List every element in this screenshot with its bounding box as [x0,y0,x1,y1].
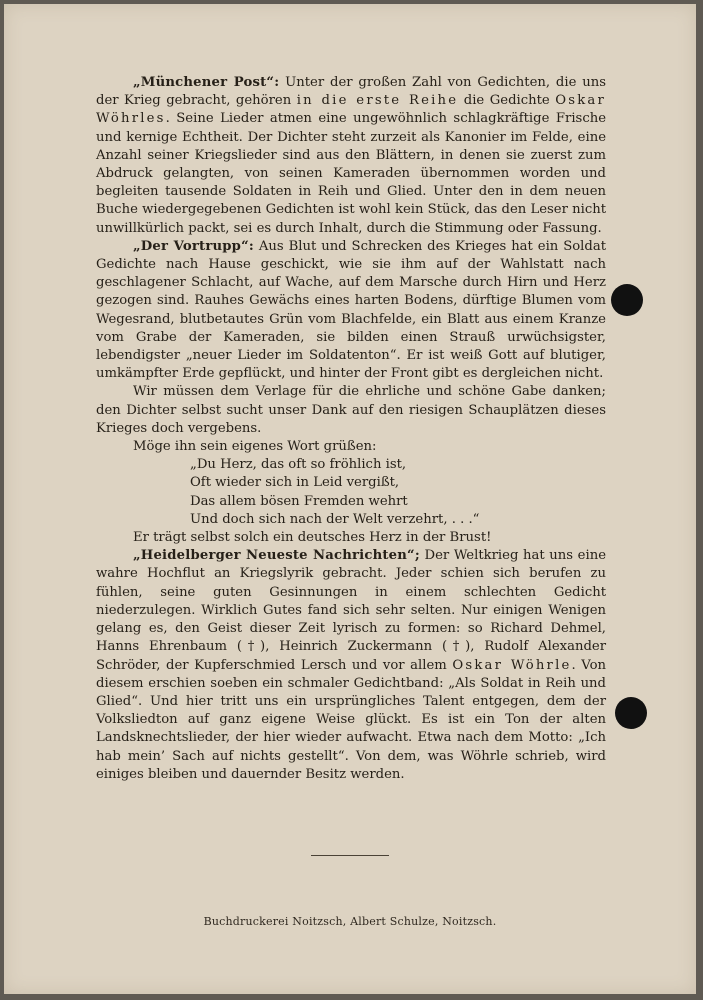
review-text: Unter der großen Zahl von Gedichten, die uns der Krieg gebracht, gehören [96,75,606,109]
punch-hole [611,284,643,316]
poem-intro: Möge ihn sein eigenes Wort grüßen: [133,439,377,455]
review-text: . Von diesem erschien soeben ein schmaler Gedichtband: „Als Soldat in Reih und Glied“. Und hier tritt uns ein ursprüngliches Talent entgegen, dem der Volksliedton auf ganz eigene Weise glückt. Es ist ein Ton der alten Landsknechtslieder, der hier wieder aufwacht. Etwa nach dem Motto: „Ich hab mein’ Sach auf nichts gestellt“. Von dem, was Wöhrle schrieb, wird einiges bleiben und dauernder Besitz werden. [96,657,607,782]
source-name: „Heidelberger Neueste Nachrichten“; [133,548,420,564]
source-name: „Der Vortrupp“: [133,238,254,254]
author-name: Oskar Wöhrles [96,93,606,127]
poem-line: Das allem bösen Fremden wehrt [190,493,408,509]
divider [311,855,389,856]
poem-line: Und doch sich nach der Welt verzehrt, . . .“ [190,511,480,527]
punch-hole [615,697,647,729]
review-heidelberger-nachrichten [96,547,606,784]
review-text: die Gedichte [458,93,556,109]
review-text: Der Weltkrieg hat uns eine wahre Hochflut an Kriegslyrik gebracht. Jeder schien sich berufen zu fühlen, seine guten Gesinnungen in einem schlechten Gedicht niederzulegen. Wirklich Gutes fand sich sehr selten. Nur einigen Wenigen gelang es, den Geist dieser Zeit lyrisch zu formen: so Richard Dehmel, Hanns Ehrenbaum (†), Heinrich Zuckermann (†), Rudolf Alexander Schröder, der Kupferschmied Lersch und vor allem [96,548,606,673]
printer-imprint: Buchdruckerei Noitzsch, Albert Schulze, Noitzsch. [203,915,497,928]
poem-line: Oft wieder sich in Leid vergißt, [190,475,400,491]
review-paragraph: Wir müssen dem Verlage für die ehrliche und schöne Gabe danken; den Dichter selbst sucht unser Dank auf den riesigen Schauplätzen dieses Krieges doch vergebens. [96,384,606,436]
document-page [4,4,696,994]
source-name: „Münchener Post“: [133,75,280,90]
review-closing: Er trägt selbst solch ein deutsches Herz in der Brust! [133,530,492,546]
review-der-vortrupp [96,238,606,384]
review-text: . Seine Lieder atmen eine ungewöhnlich schlagkräftige Frische und kernige Echtheit. Der Dichter steht zurzeit als Kanonier im Felde, eine Anzahl seiner Kriegslieder sind aus den Blättern, in denen sie zuerst zum Abdruck gelangten, von seinen Kameraden übernommen worden und begleiten tausende Soldaten in Reih und Glied. Unter den in dem neuen Buche wiedergegebenen Gedichten ist wohl kein Stück, das den Leser nicht unwillkürlich packt, sei es durch Inhalt, durch die Stimmung oder Fassung. [96,111,606,236]
review-text-block [96,74,606,784]
review-muenchener-post [96,74,606,238]
author-name: Oskar Wöhrle [452,657,572,673]
poem-quote [96,438,606,529]
spaced-text: in die erste Reihe [296,93,459,109]
review-text: Aus Blut und Schrecken des Krieges hat ein Soldat Gedichte nach Hause geschickt, wie sie ihm auf der Wahlstatt nach geschlagener Schlacht, auf Wache, auf dem Marsche durch Hirn und Herz gezogen sind. Rauhes Gewächs eines harten Bodens, dürftige Blumen vom Wegesrand, blutbetautes Grün vom Blachfelde, ein Blatt aus einem Kranze vom Grabe der Kameraden, sie bilden einen Strauß urwüchsigster, lebendigster „neuer Lieder im Soldatenton“. Er ist weiß Gott auf blutiger, umkämpfter Erde gepflückt, und hinter der Front gibt es dergleichen nicht. [96,238,606,382]
poem-line: „Du Herz, das oft so fröhlich ist, [190,457,407,473]
